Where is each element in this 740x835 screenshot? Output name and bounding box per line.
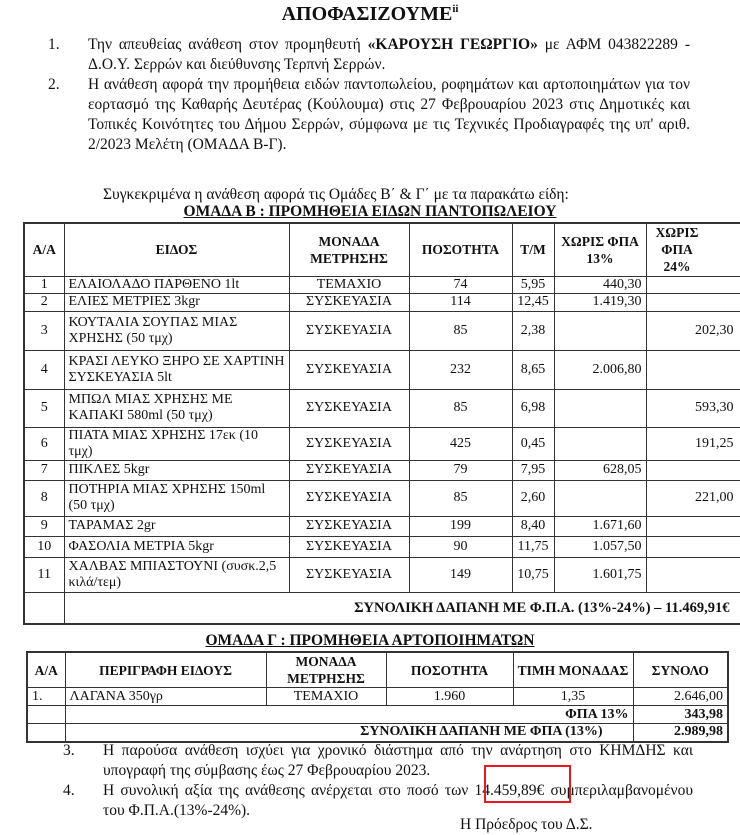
decision-3-text: Η παρούσα ανάθεση ισχύει για χρονικό διάστημα από την ανάρτηση στο ΚΗΜΔΗΣ και υπογραφή της σύμβασης έως 27 Φεβρουαρίου 2023. — [103, 742, 693, 779]
cell-net24 — [646, 557, 740, 592]
col-net24: ΧΩΡΙΣ ΦΠΑ 24% — [646, 223, 740, 276]
total-amount-highlight: 14.459,89€ — [474, 782, 545, 799]
group-b-table — [23, 222, 740, 625]
cell-unit: ΣΥΣΚΕΥΑΣΙΑ — [289, 427, 409, 460]
cell-aa: 5 — [24, 389, 64, 427]
cell-unit: ΣΥΣΚΕΥΑΣΙΑ — [289, 480, 409, 516]
cell-net13: 1.601,75 — [554, 557, 646, 592]
table-row — [24, 427, 740, 460]
col-price: Τ/Μ — [512, 223, 554, 276]
grand-total-label: ΣΥΝΟΛΙΚΗ ΔΑΠΑΝΗ ΜΕ ΦΠΑ (13%) — [65, 724, 633, 742]
table-row — [24, 293, 740, 311]
grand-total-value: 2.989,98 — [633, 724, 728, 742]
col-net13: ΧΩΡΙΣ ΦΠΑ 13% — [554, 223, 646, 276]
cell-price: 2,38 — [512, 311, 554, 350]
cell-net24 — [646, 516, 740, 536]
cell-price: 5,95 — [512, 276, 554, 293]
decision-3-number: 3. — [63, 742, 75, 759]
cell-qty: 85 — [409, 311, 512, 350]
col-qty: ΠΟΣΟΤΗΤΑ — [409, 223, 512, 276]
cell-qty: 85 — [409, 480, 512, 516]
col-unit: ΜΟΝΑΔΑ ΜΕΤΡΗΣΗΣ — [289, 223, 409, 276]
cell-unit: ΣΥΣΚΕΥΑΣΙΑ — [289, 389, 409, 427]
cell-unit: ΣΥΣΚΕΥΑΣΙΑ — [289, 293, 409, 311]
cell-item: ΜΠΩΛ ΜΙΑΣ ΧΡΗΣΗΣ ΜΕ ΚΑΠΑΚΙ 580ml (50 τμχ) — [64, 389, 289, 427]
cell-unit: ΣΥΣΚΕΥΑΣΙΑ — [289, 460, 409, 480]
cell-price: 2,60 — [512, 480, 554, 516]
group-b-heading: ΟΜΑΔΑ Β : ΠΡΟΜΗΘΕΙΑ ΕΙΔΩΝ ΠΑΝΤΟΠΩΛΕΙΟΥ — [183, 203, 557, 220]
cell-item: ΚΟΥΤΑΛΙΑ ΣΟΥΠΑΣ ΜΙΑΣ ΧΡΗΣΗΣ (50 τμχ) — [64, 311, 289, 350]
decision-4-number: 4. — [63, 782, 75, 799]
cell-qty: 85 — [409, 389, 512, 427]
cell-net13: 1.057,50 — [554, 536, 646, 557]
cell-net24 — [646, 350, 740, 389]
cell-price: 12,45 — [512, 293, 554, 311]
cell-net24: 191,25 — [646, 427, 740, 460]
table-row — [24, 557, 740, 592]
decision-4-text: Η συνολική αξία της ανάθεσης ανέρχεται στο ποσό των 14.459,89€ συμπεριλαμβανομένου του Φ.Π.Α.(13%-24%). — [103, 782, 693, 819]
col-unit: ΜΟΝΑΔΑ ΜΕΤΡΗΣΗΣ — [266, 652, 386, 688]
col-aa: Α/Α — [24, 223, 64, 276]
cell-qty: 149 — [409, 557, 512, 592]
vat-value: 343,98 — [633, 706, 728, 724]
cell-item: ΠΙΚΛΕΣ 5kgr — [64, 460, 289, 480]
cell-item: ΠΟΤΗΡΙΑ ΜΙΑΣ ΧΡΗΣΗΣ 150ml (50 τμχ) — [64, 480, 289, 516]
signature-title: Η Πρόεδρος του Δ.Σ. — [460, 816, 593, 833]
cell-item: ΚΡΑΣΙ ΛΕΥΚΟ ΞΗΡΟ ΣΕ ΧΑΡΤΙΝΗ ΣΥΣΚΕΥΑΣΙΑ 5lt — [64, 350, 289, 389]
cell-qty: 79 — [409, 460, 512, 480]
cell-unit: ΤΕΜΑΧΙΟ — [289, 276, 409, 293]
decision-2-number: 2. — [48, 76, 60, 93]
decision-1-text: Την απευθείας ανάθεση στον προμηθευτή «ΚΑΡΟΥΣΗ ΓΕΩΡΓΙΟ» με ΑΦΜ 043822289 - Δ.Ο.Υ. Σερρών και διεύθυνσης Τερπνή Σερρών. — [88, 36, 690, 73]
cell-net13: 440,30 — [554, 276, 646, 293]
cell-net24 — [646, 460, 740, 480]
page-title: ΑΠΟΦΑΣΙΖΟΥΜΕ$^{ii}$ — [281, 3, 459, 25]
group-g-heading: ΟΜΑΔΑ Γ : ΠΡΟΜΗΘΕΙΑ ΑΡΤΟΠΟΙΗΜΑΤΩΝ — [205, 632, 535, 649]
cell-price: 11,75 — [512, 536, 554, 557]
cell-price: 0,45 — [512, 427, 554, 460]
table-row — [24, 536, 740, 557]
cell-net24: 202,30 — [646, 311, 740, 350]
col-qty: ΠΟΣΟΤΗΤΑ — [386, 652, 513, 688]
cell-qty: 114 — [409, 293, 512, 311]
cell-unit: ΣΥΣΚΕΥΑΣΙΑ — [289, 536, 409, 557]
cell-unit: ΣΥΣΚΕΥΑΣΙΑ — [289, 516, 409, 536]
cell-unit: ΣΥΣΚΕΥΑΣΙΑ — [289, 311, 409, 350]
cell-net24: 593,30 — [646, 389, 740, 427]
table-row — [24, 389, 740, 427]
cell-aa: 11 — [24, 557, 64, 592]
group-g-table — [26, 651, 729, 743]
cell-net13 — [554, 427, 646, 460]
cell-price: 10,75 — [512, 557, 554, 592]
cell-item: ΕΛΑΙΟΛΑΔΟ ΠΑΡΘΕΝΟ 1lt — [64, 276, 289, 293]
col-aa: Α/Α — [27, 652, 65, 688]
cell-aa: 8 — [24, 480, 64, 516]
cell-unit: ΣΥΣΚΕΥΑΣΙΑ — [289, 557, 409, 592]
table-row — [24, 276, 740, 293]
table-row — [24, 480, 740, 516]
table-row — [24, 516, 740, 536]
cell-aa: 3 — [24, 311, 64, 350]
cell-net24: 221,00 — [646, 480, 740, 516]
cell-net24 — [646, 536, 740, 557]
col-total: ΣΥΝΟΛΟ — [633, 652, 728, 688]
cell-qty: 90 — [409, 536, 512, 557]
cell-net13: 1.671,60 — [554, 516, 646, 536]
cell-net13 — [554, 389, 646, 427]
table-row — [24, 311, 740, 350]
cell-qty: 74 — [409, 276, 512, 293]
vat-row — [27, 706, 728, 724]
col-unit-price: ΤΙΜΗ ΜΟΝΑΔΑΣ — [513, 652, 633, 688]
footnote-marker: ii — [452, 3, 459, 15]
cell-item: ΤΑΡΑΜΑΣ 2gr — [64, 516, 289, 536]
cell-item: ΧΑΛΒΑΣ ΜΠΙΑΣΤΟΥΝΙ (συσκ.2,5 κιλά/τεμ) — [64, 557, 289, 592]
col-description: ΠΕΡΙΓΡΑΦΗ ΕΙΔΟΥΣ — [65, 652, 266, 688]
cell-item: ΦΑΣΟΛΙΑ ΜΕΤΡΙΑ 5kgr — [64, 536, 289, 557]
cell-unit: ΣΥΣΚΕΥΑΣΙΑ — [289, 350, 409, 389]
cell-aa: 6 — [24, 427, 64, 460]
cell-net13: 2.006,80 — [554, 350, 646, 389]
cell-aa: 2 — [24, 293, 64, 311]
cell-item: ΠΙΑΤΑ ΜΙΑΣ ΧΡΗΣΗΣ 17εκ (10 τμχ) — [64, 427, 289, 460]
col-item: ΕΙΔΟΣ — [64, 223, 289, 276]
cell-item: ΕΛΙΕΣ ΜΕΤΡΙΕΣ 3kgr — [64, 293, 289, 311]
table-header-row — [24, 223, 740, 276]
decision-2-text: Η ανάθεση αφορά την προμήθεια ειδών παντοπωλείου, ροφημάτων και αρτοποιημάτων για τον εορτασμό της Καθαρής Δευτέρας (Κούλουμα) στις 27 Φεβρουαρίου 2023 στις Δημοτικές και Τοπικές Κοινότητες του Δήμου Σερρών, σύμφωνα με τις Τεχνικές Προδιαγραφές της υπ' αριθ. 2/2023 Μελέτη (ΟΜΑΔΑ Β-Γ). — [88, 76, 690, 153]
highlight-box — [484, 765, 571, 803]
cell-aa: 7 — [24, 460, 64, 480]
table-header-row — [27, 652, 728, 688]
cell-price: 8,40 — [512, 516, 554, 536]
grand-total-row — [27, 724, 728, 742]
cell-aa: 9 — [24, 516, 64, 536]
group-b-total: ΣΥΝΟΛΙΚΗ ΔΑΠΑΝΗ ΜΕ Φ.Π.Α. (13%-24%) – 11.469,91€ — [64, 592, 740, 624]
cell-net13 — [554, 311, 646, 350]
table-row — [24, 350, 740, 389]
cell-net13: 628,05 — [554, 460, 646, 480]
vat-label: ΦΠΑ 13% — [65, 706, 633, 724]
cell-net24 — [646, 276, 740, 293]
cell-qty: 232 — [409, 350, 512, 389]
groups-intro: Συγκεκριμένα η ανάθεση αφορά τις Ομάδες Β΄ & Γ΄ με τα παρακάτω είδη: — [103, 186, 569, 203]
table-row — [24, 460, 740, 480]
cell-price: 8,65 — [512, 350, 554, 389]
group-b-total-row — [24, 592, 740, 624]
cell-net13 — [554, 480, 646, 516]
table-row: 1. ΛΑΓΑΝΑ 350γρ ΤΕΜΑΧΙΟ 1.960 1,35 2.646,00 — [27, 688, 728, 706]
cell-price: 7,95 — [512, 460, 554, 480]
cell-aa: 1 — [24, 276, 64, 293]
supplier-name: «ΚΑΡΟΥΣΗ ΓΕΩΡΓΙΟ» — [367, 36, 538, 53]
cell-net24 — [646, 293, 740, 311]
cell-net13: 1.419,30 — [554, 293, 646, 311]
cell-aa: 4 — [24, 350, 64, 389]
cell-aa: 10 — [24, 536, 64, 557]
decision-1-number: 1. — [48, 36, 60, 53]
cell-qty: 199 — [409, 516, 512, 536]
cell-qty: 425 — [409, 427, 512, 460]
cell-price: 6,98 — [512, 389, 554, 427]
